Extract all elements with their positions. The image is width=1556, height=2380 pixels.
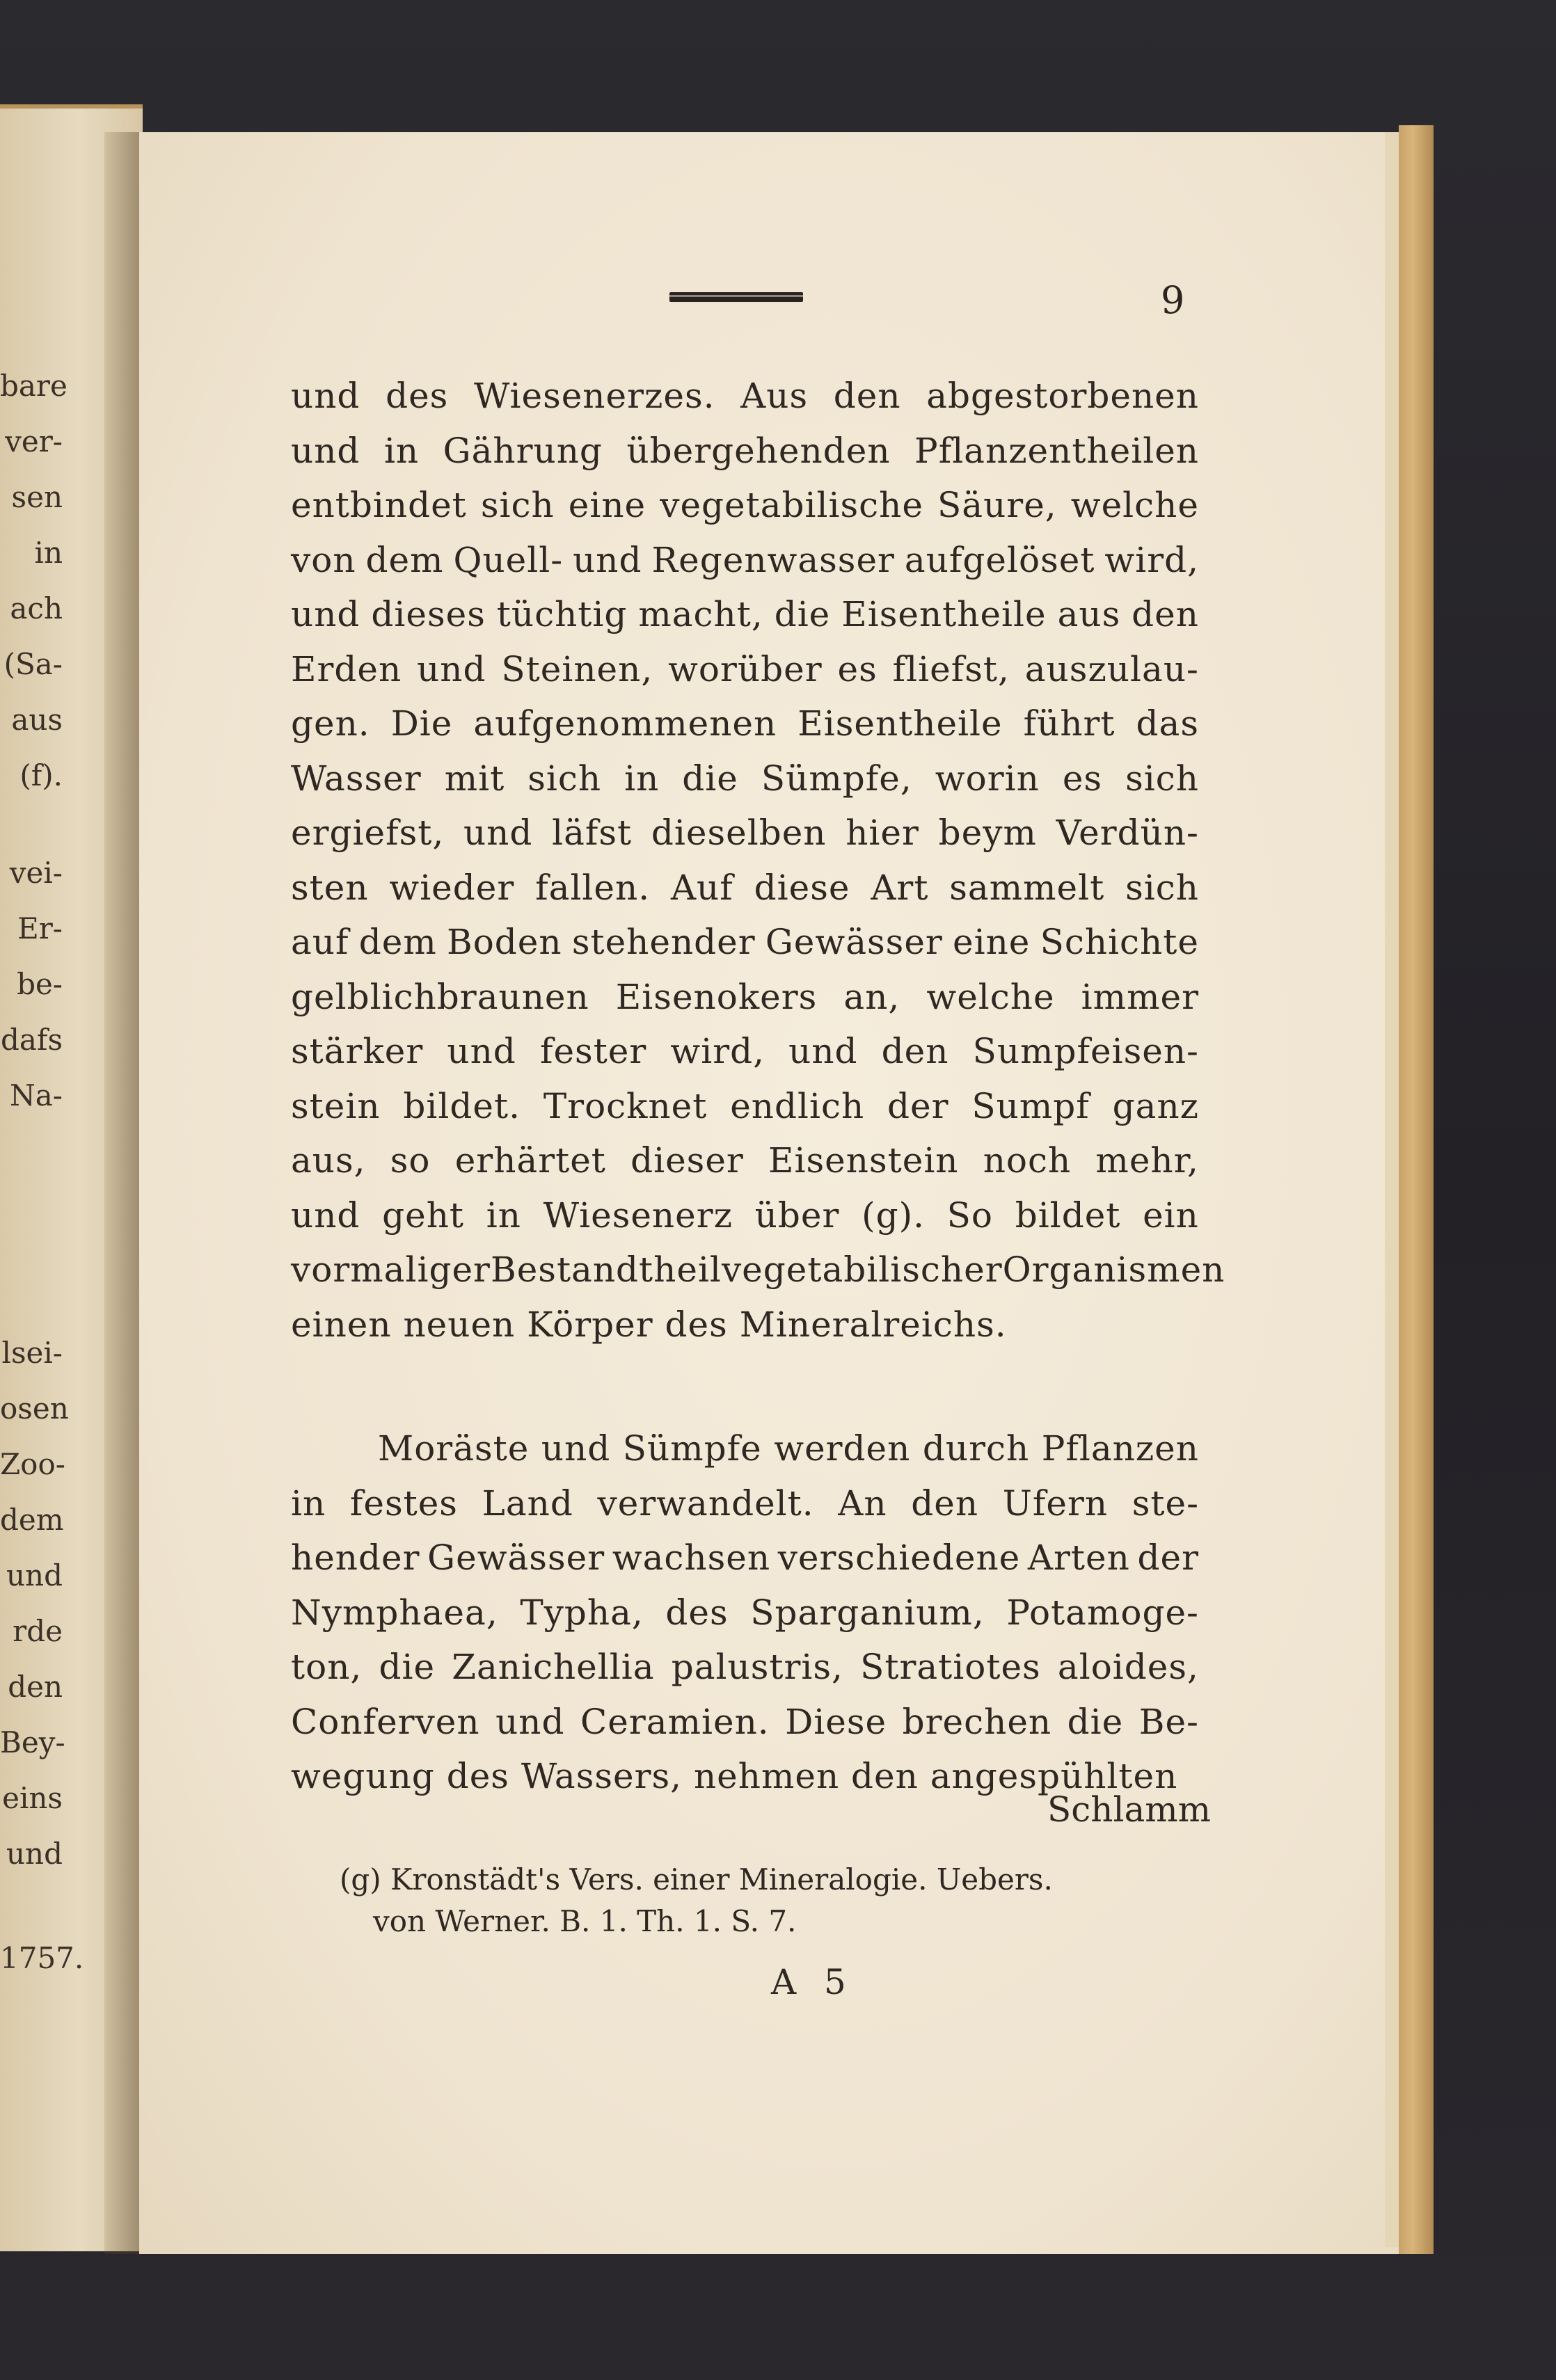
text-line: aus, so erhärtet dieser Eisenstein noch mehr, <box>291 1140 1199 1181</box>
text-line: entbindet sich eine vegetabilische Säure, welche <box>291 485 1199 525</box>
margin-word: 1757. <box>0 1941 84 1975</box>
footnote-line-2: von Werner. B. 1. Th. 1. S. 7. <box>373 1904 797 1938</box>
text-line: und geht in Wiesenerz über (g). So bildet ein <box>291 1195 1199 1236</box>
text-line: wegung des Wassers, nehmen den angespühlten <box>291 1756 1178 1796</box>
margin-word: den <box>8 1670 63 1704</box>
footnote <box>340 1859 1209 1942</box>
margin-word: eins <box>2 1781 63 1815</box>
margin-word: lsei- <box>1 1336 63 1370</box>
margin-word: (f). <box>19 758 63 792</box>
margin-word: Na- <box>10 1078 63 1112</box>
text-line: in festes Land verwandelt. An den Ufern ste- <box>291 1483 1199 1524</box>
footnote-line-1: (g) Kronstädt's Vers. einer Mineralogie. Uebers. <box>340 1862 1053 1896</box>
margin-word: (Sa- <box>3 647 63 681</box>
text-line: Erden und Steinen, worüber es fliefst, auszulau- <box>291 648 1199 689</box>
margin-word: dafs <box>0 1023 63 1057</box>
text-line: Wasser mit sich in die Sümpfe, worin es sich <box>291 758 1199 799</box>
margin-word: sen <box>11 480 63 514</box>
margin-word: Zoo- <box>0 1447 65 1481</box>
header-rule <box>669 292 803 302</box>
margin-word: be- <box>17 967 63 1001</box>
margin-word: rde <box>13 1614 63 1648</box>
text-line: Moräste und Sümpfe werden durch Pflanzen <box>378 1428 1199 1469</box>
margin-word: in <box>34 536 63 570</box>
text-line: ton, die Zanichellia palustris, Stratiotes aloides, <box>291 1647 1199 1687</box>
margin-word: Er- <box>17 911 63 945</box>
text-line: Conferven und Ceramien. Diese brechen die Be- <box>291 1701 1199 1742</box>
text-line: hender Gewässer wachsen verschiedene Arten der <box>291 1538 1199 1578</box>
text-line: sten wieder fallen. Auf diese Art sammelt sich <box>291 867 1199 908</box>
signature-mark: A 5 <box>771 1962 855 2002</box>
text-line: und dieses tüchtig macht, die Eisentheile aus den <box>291 594 1199 634</box>
text-line: und des Wiesenerzes. Aus den abgestorbenen <box>291 376 1199 416</box>
page-edge <box>1385 132 1399 2247</box>
margin-word: ver- <box>5 424 63 458</box>
margin-word: aus <box>11 703 63 737</box>
text-line: auf dem Boden stehender Gewässer eine Schichte <box>291 922 1199 962</box>
paragraph-1 <box>291 369 1225 1352</box>
margin-word: und <box>6 1837 63 1871</box>
catchword: Schlamm <box>1047 1789 1212 1830</box>
text-line: einen neuen Körper des Mineralreichs. <box>291 1304 1007 1345</box>
page-gutter <box>104 132 143 2254</box>
margin-word: ach <box>10 591 63 625</box>
text-line: von dem Quell- und Regenwasser aufgelöset wird, <box>291 539 1199 580</box>
text-line: gelblichbraunen Eisenokers an, welche immer <box>291 976 1199 1017</box>
margin-word: dem <box>0 1503 64 1537</box>
paragraph-2 <box>291 1421 1199 1804</box>
text-line: und in Gährung übergehenden Pflanzentheilen <box>291 430 1199 471</box>
body-text <box>291 369 1225 1804</box>
page-number: 9 <box>1161 278 1185 322</box>
text-line: gen. Die aufgenommenen Eisentheile führt das <box>291 703 1199 744</box>
margin-word: osen <box>0 1391 69 1425</box>
margin-word: bare <box>0 369 68 403</box>
text-line: vormaliger Bestandtheil vegetabilischer Organismen <box>291 1249 1225 1290</box>
text-line: stärker und fester wird, und den Sumpfeisen- <box>291 1031 1199 1071</box>
text-line: Nymphaea, Typha, des Sparganium, Potamoge- <box>291 1592 1199 1633</box>
margin-word: und <box>6 1558 63 1592</box>
margin-word: Bey- <box>0 1725 65 1759</box>
margin-word: vei- <box>9 856 63 890</box>
text-line: stein bildet. Trocknet endlich der Sumpf ganz <box>291 1085 1199 1126</box>
text-line: ergiefst, und läfst dieselben hier beym Verdün- <box>291 813 1199 853</box>
book-fore-edge <box>1399 125 1434 2254</box>
